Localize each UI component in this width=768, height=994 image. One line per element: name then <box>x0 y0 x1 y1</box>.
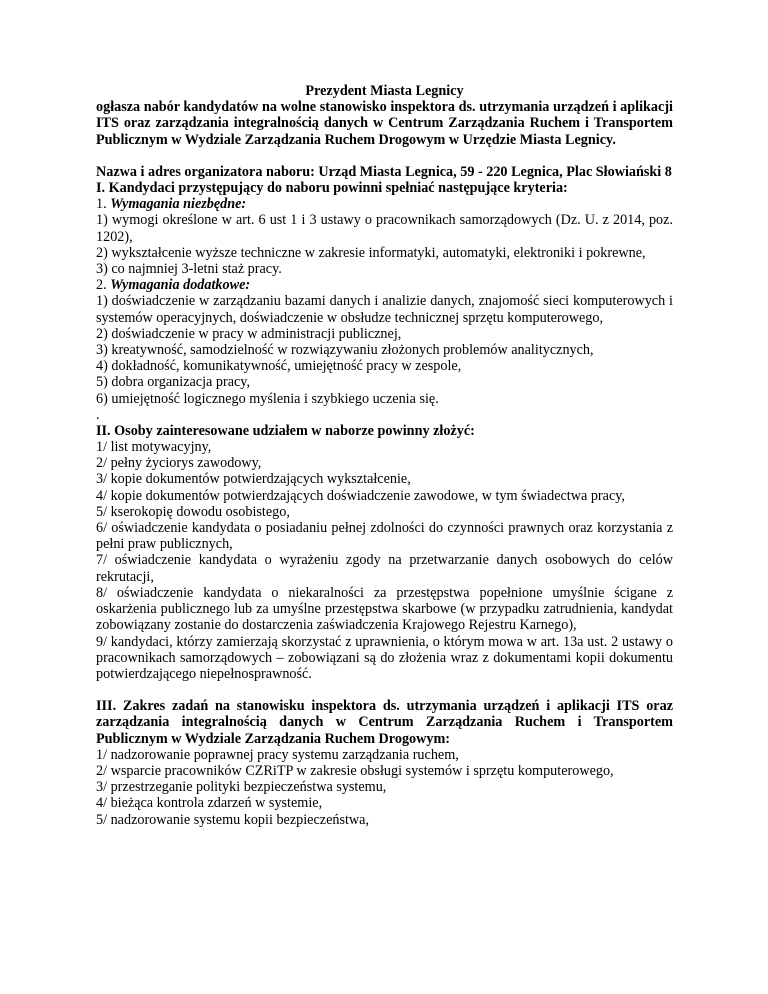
list-item: 2) wykształcenie wyższe techniczne w zakresie informatyki, automatyki, elektroniki i pokrewne, <box>96 244 646 261</box>
section-3-heading: III. Zakres zadań na stanowisku inspektora ds. utrzymania urządzeń i aplikacji ITS oraz zarządzania integralnością danych w Centrum Zarządzania Ruchem i Transportem Publicznym w Wydziale Zarządzania Ruchem Drogowym: <box>96 698 673 747</box>
duties-list <box>96 747 673 828</box>
list-item: 6) umiejętność logicznego myślenia i szybkiego uczenia się. <box>96 390 439 407</box>
list-item: 3) kreatywność, samodzielność w rozwiązywaniu złożonych problemów analitycznych, <box>96 342 594 359</box>
list-item: 3) co najmniej 3-letni staż pracy. <box>96 261 282 278</box>
additional-requirements-list <box>96 293 673 406</box>
list-item: 2/ wsparcie pracowników CZRiTP w zakresie obsługi systemów i sprzętu komputerowego, <box>96 762 614 779</box>
list-item: 5/ kserokopię dowodu osobistego, <box>96 503 290 520</box>
organizer-info: Nazwa i adres organizatora naboru: Urząd Miasta Legnica, 59 - 220 Legnica, Plac Słowiański 8 <box>96 163 672 180</box>
list-item: 1/ nadzorowanie poprawnej pracy systemu zarządzania ruchem, <box>96 746 459 763</box>
list-item: 3/ przestrzeganie polityki bezpieczeństwa systemu, <box>96 779 387 796</box>
list-item: 2/ pełny życiorys zawodowy, <box>96 455 262 472</box>
section-1-heading: I. Kandydaci przystępujący do naboru powinni spełniać następujące kryteria: <box>96 180 568 197</box>
list-item: 1/ list motywacyjny, <box>96 439 212 456</box>
additional-requirements-heading <box>96 277 673 293</box>
list-item: 9/ kandydaci, którzy zamierzają skorzystać z uprawnienia, o którym mowa w art. 13a ust. 2 ustawy o pracownikach samorządowych – zobowiązani są do złożenia wraz z dokumentami kopii dokumentu potwierdzającego niepełnosprawność. <box>96 633 673 682</box>
list-item: 6/ oświadczenie kandydata o posiadaniu pełnej zdolności do czynności prawnych oraz korzystania z pełni praw publicznych, <box>96 520 673 553</box>
required-requirements-list <box>96 212 673 277</box>
required-number: 1. <box>96 196 111 213</box>
additional-number: 2. <box>96 277 111 294</box>
list-item: 4/ kopie dokumentów potwierdzających doświadczenie zawodowe, w tym świadectwa pracy, <box>96 487 625 504</box>
list-item: 3/ kopie dokumentów potwierdzających wykształcenie, <box>96 471 411 488</box>
required-label: Wymagania niezbędne: <box>110 196 247 213</box>
list-item: 4/ bieżąca kontrola zdarzeń w systemie, <box>96 795 323 812</box>
list-item: 2) doświadczenie w pracy w administracji publicznej, <box>96 325 402 342</box>
spacer <box>96 682 673 698</box>
list-item: 8/ oświadczenie kandydata o niekaralności za przestępstwa popełnione umyślnie ścigane z oskarżenia publicznego lub za umyślne przestępstwa skarbowe (w przypadku zatrudnienia, kandydat zobowiązany zostanie do dostarczenia zaświadczenia Krajowego Rejestru Karnego), <box>96 584 673 634</box>
spacer <box>96 148 673 164</box>
list-item: 4) dokładność, komunikatywność, umiejętność pracy w zespole, <box>96 358 462 375</box>
list-item: 1) doświadczenie w zarządzaniu bazami danych i analizie danych, znajomość sieci komputerowych i systemów operacyjnych, doświadczenie w obsłudze technicznej sprzętu komputerowego, <box>96 293 673 326</box>
document-page <box>96 83 673 828</box>
list-item: 5/ nadzorowanie systemu kopii bezpieczeństwa, <box>96 811 370 828</box>
required-requirements-heading <box>96 196 673 212</box>
section-2-heading: II. Osoby zainteresowane udziałem w naborze powinny złożyć: <box>96 422 475 439</box>
document-title: Prezydent Miasta Legnicy <box>305 83 464 99</box>
announcement-text: ogłasza nabór kandydatów na wolne stanowisko inspektora ds. utrzymania urządzeń i aplikacji ITS oraz zarządzania integralnością danych w Centrum Zarządzania Ruchem i Transportem Publicznym w Wydziale Zarządzania Ruchem Drogowym w Urzędzie Miasta Legnicy. <box>96 99 673 148</box>
list-item: 7/ oświadczenie kandydata o wyrażeniu zgody na przetwarzanie danych osobowych do celów rekrutacji, <box>96 552 673 585</box>
list-item: 1) wymogi określone w art. 6 ust 1 i 3 ustawy o pracownikach samorządowych (Dz. U. z 2014, poz. 1202), <box>96 212 673 245</box>
separator-dot: . <box>96 406 100 423</box>
list-item: 5) dobra organizacja pracy, <box>96 374 251 391</box>
required-documents-list <box>96 439 673 682</box>
additional-label: Wymagania dodatkowe: <box>110 277 251 294</box>
